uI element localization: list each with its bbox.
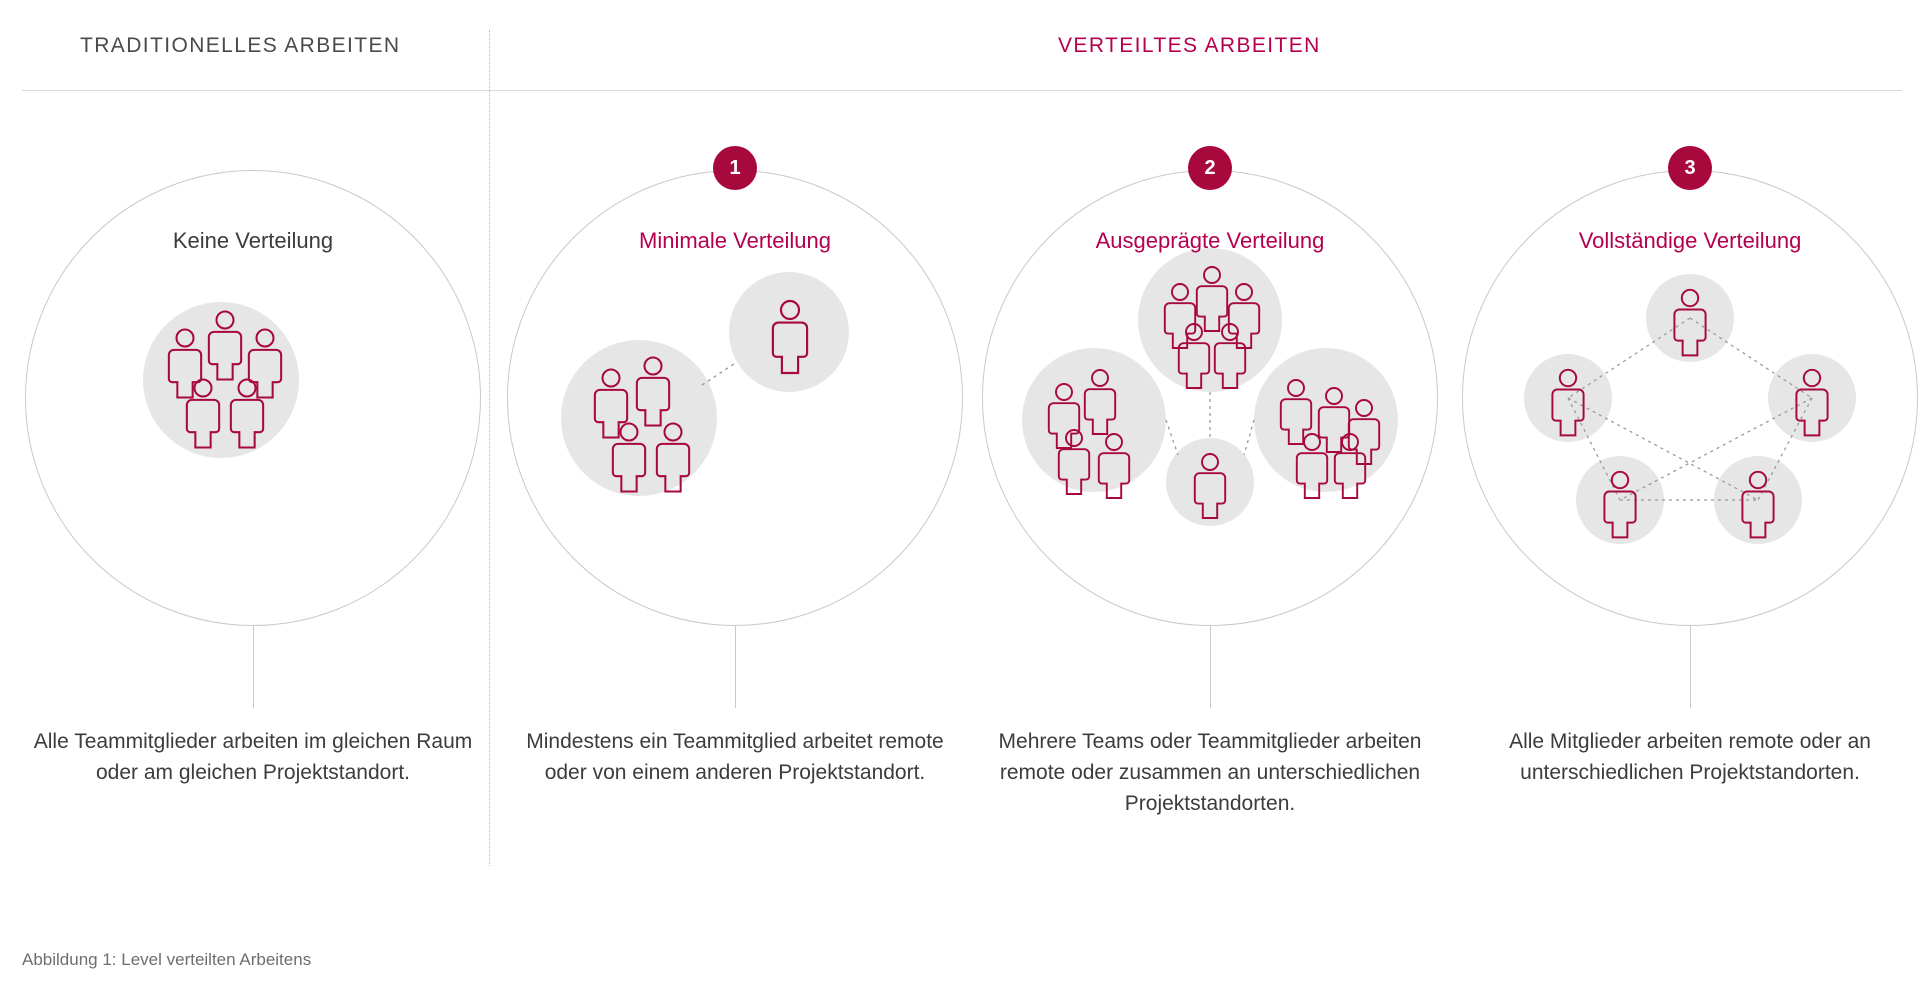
panel-title: Ausgeprägte Verteilung: [1095, 228, 1325, 253]
panel-title: Keine Verteilung: [172, 228, 334, 253]
header-label-traditional: TRADITIONELLES ARBEITEN: [80, 34, 401, 57]
panel-ausgepraegte-verteilung: [975, 140, 1445, 880]
panel-title: Minimale Verteilung: [639, 228, 831, 253]
section-divider-dotted: [489, 30, 491, 866]
panel-caption: Mehrere Teams oder Teammitglieder arbeiten remote oder zusammen an unterschiedlichen Projektstandorten.: [998, 730, 1422, 815]
panel-keine-verteilung: [18, 140, 488, 880]
figure-caption: Abbildung 1: Level verteilten Arbeitens: [22, 950, 312, 969]
panel-caption: Mindestens ein Teammitglied arbeitet remote oder von einem anderen Projektstandort.: [526, 730, 944, 784]
connector-stem: [735, 626, 736, 708]
step-badge-2: 2: [1188, 146, 1232, 190]
panel-vollstaendige-verteilung: [1455, 140, 1920, 880]
panel-caption: Alle Teammitglieder arbeiten im gleichen Raum oder am gleichen Projektstandort.: [33, 730, 473, 784]
header-divider-line: [22, 90, 1902, 91]
header-label-distributed: VERTEILTES ARBEITEN: [1058, 34, 1321, 57]
panel-minimale-verteilung: [500, 140, 970, 880]
connector-stem: [1210, 626, 1211, 708]
panel-title: Vollständige Verteilung: [1578, 228, 1802, 253]
panel-caption: Alle Mitglieder arbeiten remote oder an unterschiedlichen Projektstandorten.: [1509, 730, 1871, 784]
connector-stem: [1690, 626, 1691, 708]
connector-stem: [253, 626, 254, 708]
step-badge-3: 3: [1668, 146, 1712, 190]
step-badge-1: 1: [713, 146, 757, 190]
diagram-header: [0, 0, 1920, 92]
